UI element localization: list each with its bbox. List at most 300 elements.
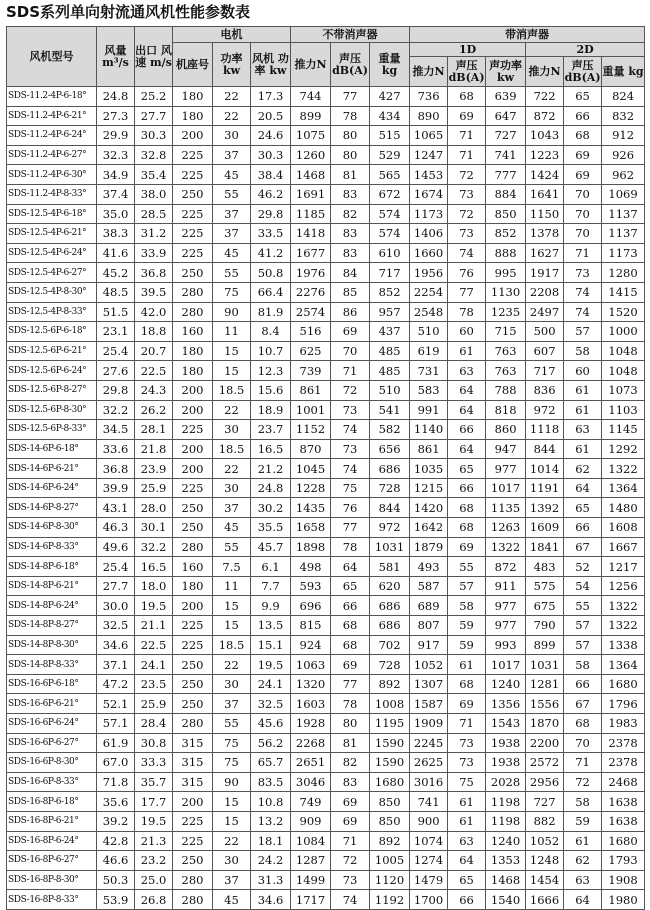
table-cell: 46.6 [97,851,135,871]
table-row [7,361,645,381]
table-cell: 73 [448,753,486,773]
table-cell: 225 [173,420,213,440]
table-cell: 20.5 [251,106,291,126]
table-cell: 582 [370,420,410,440]
table-cell: 49.6 [97,537,135,557]
table-cell: 728 [370,478,410,498]
table-cell: 1217 [602,557,645,577]
table-cell: 19.5 [251,655,291,675]
table-row [7,714,645,734]
table-cell: 315 [173,753,213,773]
table-cell: 850 [370,811,410,831]
table-cell: 78 [331,537,370,557]
table-cell: 34.6 [97,635,135,655]
table-cell: 61 [448,811,486,831]
table-cell: 74 [331,890,370,910]
table-cell: 63 [564,420,602,440]
table-cell: 25.4 [97,557,135,577]
table-cell: 77 [448,282,486,302]
cell-model: SDS-12.5-4P-6-27° [7,263,97,283]
table-cell: 37 [213,224,251,244]
table-cell: 55 [564,596,602,616]
table-cell: 59 [564,811,602,831]
table-cell: 75 [448,772,486,792]
table-row [7,616,645,636]
table-cell: 41.2 [251,243,291,263]
table-cell: 498 [291,557,331,577]
table-cell: 72 [564,772,602,792]
table-cell: 1137 [602,224,645,244]
table-cell: 1223 [526,145,564,165]
table-cell: 1609 [526,518,564,538]
table-cell: 56.2 [251,733,291,753]
cell-model: SDS-14-6P-6-18° [7,439,97,459]
table-cell: 2572 [526,753,564,773]
table-cell: 37 [213,870,251,890]
table-cell: 1185 [291,204,331,224]
table-cell: 1307 [410,674,448,694]
table-cell: 1468 [291,165,331,185]
table-cell: 73 [331,400,370,420]
cell-model: SDS-16-6P-6-18° [7,674,97,694]
table-cell: 26.2 [135,400,173,420]
table-cell: 69 [448,537,486,557]
table-cell: 66 [564,518,602,538]
cell-model: SDS-16-8P-6-18° [7,792,97,812]
table-cell: 1603 [291,694,331,714]
table-cell: 70 [331,341,370,361]
table-cell: 71.8 [97,772,135,792]
table-cell: 715 [486,322,526,342]
table-cell: 995 [486,263,526,283]
table-cell: 36.8 [135,263,173,283]
cell-model: SDS-12.5-4P-6-18° [7,204,97,224]
table-cell: 500 [526,322,564,342]
table-cell: 35.7 [135,772,173,792]
table-cell: 55 [213,537,251,557]
table-cell: 22.5 [135,361,173,381]
table-cell: 2497 [526,302,564,322]
table-cell: 61 [448,655,486,675]
table-cell: 37 [213,204,251,224]
table-cell: 437 [370,322,410,342]
table-cell: 25.2 [135,87,173,107]
table-cell: 22 [213,459,251,479]
table-cell: 39.2 [97,811,135,831]
cell-model: SDS-14-6P-8-27° [7,498,97,518]
table-cell: 625 [291,341,331,361]
table-cell: 30.8 [135,733,173,753]
cell-model: SDS-12.5-6P-8-30° [7,400,97,420]
table-cell: 64 [448,380,486,400]
table-cell: 736 [410,87,448,107]
table-cell: 20.7 [135,341,173,361]
table-cell: 24.3 [135,380,173,400]
table-row [7,322,645,342]
table-cell: 1256 [602,576,645,596]
table-cell: 77 [331,674,370,694]
table-cell: 57.1 [97,714,135,734]
table-cell: 63 [448,831,486,851]
table-cell: 977 [486,459,526,479]
table-cell: 55 [448,557,486,577]
table-cell: 280 [173,714,213,734]
table-cell: 32.2 [135,537,173,557]
table-cell: 899 [291,106,331,126]
table-cell: 672 [370,184,410,204]
table-cell: 68 [448,674,486,694]
table-cell: 15 [213,361,251,381]
col-1d-noise: 声压 dB(A) [448,57,486,87]
table-cell: 65 [448,870,486,890]
table-cell: 2468 [602,772,645,792]
table-cell: 10.7 [251,341,291,361]
table-cell: 200 [173,126,213,146]
table-cell: 68 [448,87,486,107]
table-cell: 581 [370,557,410,577]
table-cell: 39.5 [135,282,173,302]
table-cell: 38.4 [251,165,291,185]
table-cell: 225 [173,224,213,244]
table-cell: 727 [486,126,526,146]
table-cell: 1691 [291,184,331,204]
table-cell: 565 [370,165,410,185]
table-cell: 11 [213,322,251,342]
table-cell: 18.5 [213,380,251,400]
table-cell: 1587 [410,694,448,714]
table-cell: 180 [173,106,213,126]
table-cell: 75 [213,753,251,773]
table-cell: 84 [331,263,370,283]
table-cell: 45 [213,165,251,185]
table-cell: 25.9 [135,478,173,498]
table-cell: 32.2 [97,400,135,420]
table-cell: 61 [564,400,602,420]
table-cell: 18.8 [135,322,173,342]
table-cell: 80 [331,145,370,165]
table-cell: 1043 [526,126,564,146]
col-flow: 风量 m³/s [97,27,135,87]
table-cell: 21.3 [135,831,173,851]
cell-model: SDS-16-6P-8-30° [7,753,97,773]
table-cell: 60 [448,322,486,342]
table-cell: 1103 [602,400,645,420]
table-cell: 1198 [486,811,526,831]
table-cell: 23.9 [135,459,173,479]
cell-model: SDS-11.2-4P-6-21° [7,106,97,126]
table-cell: 35.5 [251,518,291,538]
table-cell: 18.9 [251,400,291,420]
table-cell: 69 [564,165,602,185]
cell-model: SDS-12.5-6P-6-24° [7,361,97,381]
table-cell: 485 [370,341,410,361]
table-cell: 34.5 [97,420,135,440]
table-cell: 69 [331,792,370,812]
table-cell: 1191 [526,478,564,498]
table-cell: 1660 [410,243,448,263]
table-cell: 66 [448,420,486,440]
table-cell: 2651 [291,753,331,773]
table-cell: 30.3 [135,126,173,146]
table-cell: 1658 [291,518,331,538]
table-cell: 78 [331,694,370,714]
table-cell: 68 [331,635,370,655]
table-cell: 180 [173,361,213,381]
table-cell: 702 [370,635,410,655]
table-cell: 11 [213,576,251,596]
table-row [7,439,645,459]
table-cell: 250 [173,674,213,694]
table-row [7,557,645,577]
table-cell: 647 [486,106,526,126]
table-cell: 962 [602,165,645,185]
table-cell: 1520 [602,302,645,322]
table-cell: 1608 [602,518,645,538]
table-cell: 46.2 [251,184,291,204]
table-row [7,733,645,753]
table-cell: 1468 [486,870,526,890]
table-cell: 36.8 [97,459,135,479]
cell-model: SDS-14-6P-8-30° [7,518,97,538]
table-cell: 71 [448,714,486,734]
table-cell: 1480 [602,498,645,518]
table-cell: 21.1 [135,616,173,636]
table-cell: 1031 [370,537,410,557]
table-cell: 728 [370,655,410,675]
cell-model: SDS-16-6P-8-33° [7,772,97,792]
table-cell: 1680 [370,772,410,792]
table-cell: 37 [213,498,251,518]
table-cell: 1280 [602,263,645,283]
table-cell: 83 [331,224,370,244]
table-cell: 900 [410,811,448,831]
table-cell: 1073 [602,380,645,400]
table-row [7,831,645,851]
table-cell: 977 [486,596,526,616]
table-cell: 225 [173,811,213,831]
table-cell: 28.0 [135,498,173,518]
table-cell: 61 [448,341,486,361]
table-cell: 972 [526,400,564,420]
table-cell: 1228 [291,478,331,498]
cell-model: SDS-16-6P-6-24° [7,714,97,734]
table-cell: 64 [564,478,602,498]
table-cell: 72 [331,380,370,400]
table-cell: 24.1 [251,674,291,694]
cell-model: SDS-11.2-4P-8-33° [7,184,97,204]
table-row [7,792,645,812]
table-cell: 39.9 [97,478,135,498]
table-cell: 1677 [291,243,331,263]
table-cell: 27.3 [97,106,135,126]
table-cell: 29.8 [251,204,291,224]
table-row [7,400,645,420]
table-cell: 993 [486,635,526,655]
table-cell: 48.5 [97,282,135,302]
cell-model: SDS-12.5-6P-6-21° [7,341,97,361]
table-cell: 741 [486,145,526,165]
table-row [7,420,645,440]
table-cell: 225 [173,165,213,185]
table-cell: 66 [448,890,486,910]
table-cell: 2378 [602,753,645,773]
table-cell: 66 [564,674,602,694]
table-cell: 35.6 [97,792,135,812]
table-cell: 1983 [602,714,645,734]
table-cell: 888 [486,243,526,263]
table-cell: 1260 [291,145,331,165]
table-cell: 607 [526,341,564,361]
table-cell: 1870 [526,714,564,734]
table-cell: 890 [410,106,448,126]
table-cell: 64 [331,557,370,577]
col-motor-power: 风机 功率 kw [251,43,291,87]
table-cell: 38.0 [135,184,173,204]
table-cell: 1680 [602,674,645,694]
table-cell: 75 [331,478,370,498]
table-cell: 574 [370,224,410,244]
table-cell: 25.9 [135,694,173,714]
table-cell: 70 [564,733,602,753]
col-1d: 1D [410,43,526,57]
table-cell: 1263 [486,518,526,538]
table-cell: 788 [486,380,526,400]
table-cell: 30.1 [135,518,173,538]
table-cell: 69 [564,145,602,165]
table-cell: 22.5 [135,635,173,655]
table-cell: 65 [564,87,602,107]
table-cell: 1680 [602,831,645,851]
table-cell: 15.1 [251,635,291,655]
table-cell: 1008 [370,694,410,714]
table-cell: 1150 [526,204,564,224]
table-cell: 832 [602,106,645,126]
table-cell: 64 [448,400,486,420]
table-cell: 73 [564,263,602,283]
table-row [7,890,645,910]
table-row [7,263,645,283]
table-cell: 1140 [410,420,448,440]
table-cell: 90 [213,772,251,792]
table-cell: 912 [602,126,645,146]
col-motor: 电机 [173,27,291,43]
table-cell: 24.6 [251,126,291,146]
table-row [7,498,645,518]
table-cell: 250 [173,518,213,538]
table-cell: 744 [291,87,331,107]
col-noise: 声压 dB(A) [331,43,370,87]
table-cell: 73 [448,184,486,204]
table-cell: 83 [331,184,370,204]
table-cell: 6.1 [251,557,291,577]
table-cell: 280 [173,537,213,557]
table-cell: 1641 [526,184,564,204]
table-cell: 1796 [602,694,645,714]
table-cell: 1364 [602,655,645,675]
table-cell: 861 [410,439,448,459]
table-cell: 1173 [602,243,645,263]
cell-model: SDS-14-8P-6-18° [7,557,97,577]
table-row [7,145,645,165]
col-2d-noise: 声压 dB(A) [564,57,602,87]
table-cell: 2200 [526,733,564,753]
table-cell: 52.1 [97,694,135,714]
table-cell: 65 [331,576,370,596]
table-cell: 2378 [602,733,645,753]
table-cell: 37 [213,694,251,714]
table-cell: 2028 [486,772,526,792]
table-cell: 1909 [410,714,448,734]
cell-model: SDS-14-8P-6-24° [7,596,97,616]
table-cell: 81 [331,733,370,753]
table-row [7,341,645,361]
table-cell: 1069 [602,184,645,204]
table-cell: 1674 [410,184,448,204]
table-row [7,282,645,302]
table-cell: 1287 [291,851,331,871]
table-cell: 70 [564,184,602,204]
table-cell: 1667 [602,537,645,557]
cell-model: SDS-16-8P-8-30° [7,870,97,890]
table-cell: 991 [410,400,448,420]
table-cell: 515 [370,126,410,146]
table-row [7,518,645,538]
table-cell: 1956 [410,263,448,283]
table-cell: 31.3 [251,870,291,890]
table-cell: 19.5 [135,596,173,616]
table-cell: 32.5 [97,616,135,636]
table-cell: 29.9 [97,126,135,146]
table-cell: 57 [448,576,486,596]
table-cell: 972 [370,518,410,538]
table-cell: 50.8 [251,263,291,283]
table-cell: 15 [213,792,251,812]
cell-model: SDS-11.2-4P-6-18° [7,87,97,107]
table-row [7,302,645,322]
table-cell: 180 [173,576,213,596]
table-cell: 30.0 [97,596,135,616]
table-cell: 1052 [526,831,564,851]
table-cell: 34.6 [251,890,291,910]
table-cell: 57 [564,322,602,342]
table-cell: 225 [173,243,213,263]
table-row [7,126,645,146]
table-cell: 71 [331,361,370,381]
table-cell: 13.5 [251,616,291,636]
table-cell: 32.5 [251,694,291,714]
table-cell: 315 [173,772,213,792]
table-cell: 1378 [526,224,564,244]
table-cell: 200 [173,380,213,400]
table-cell: 77 [331,518,370,538]
table-cell: 2268 [291,733,331,753]
table-cell: 32.3 [97,145,135,165]
cell-model: SDS-14-8P-8-27° [7,616,97,636]
table-cell: 947 [486,439,526,459]
table-cell: 12.3 [251,361,291,381]
table-cell: 860 [486,420,526,440]
cell-model: SDS-14-8P-8-30° [7,635,97,655]
table-cell: 41.6 [97,243,135,263]
table-cell: 73 [331,439,370,459]
table-cell: 225 [173,145,213,165]
table-row [7,165,645,185]
table-cell: 587 [410,576,448,596]
table-cell: 727 [526,792,564,812]
table-cell: 30 [213,851,251,871]
table-cell: 71 [331,831,370,851]
col-model: 风机型号 [7,27,97,87]
